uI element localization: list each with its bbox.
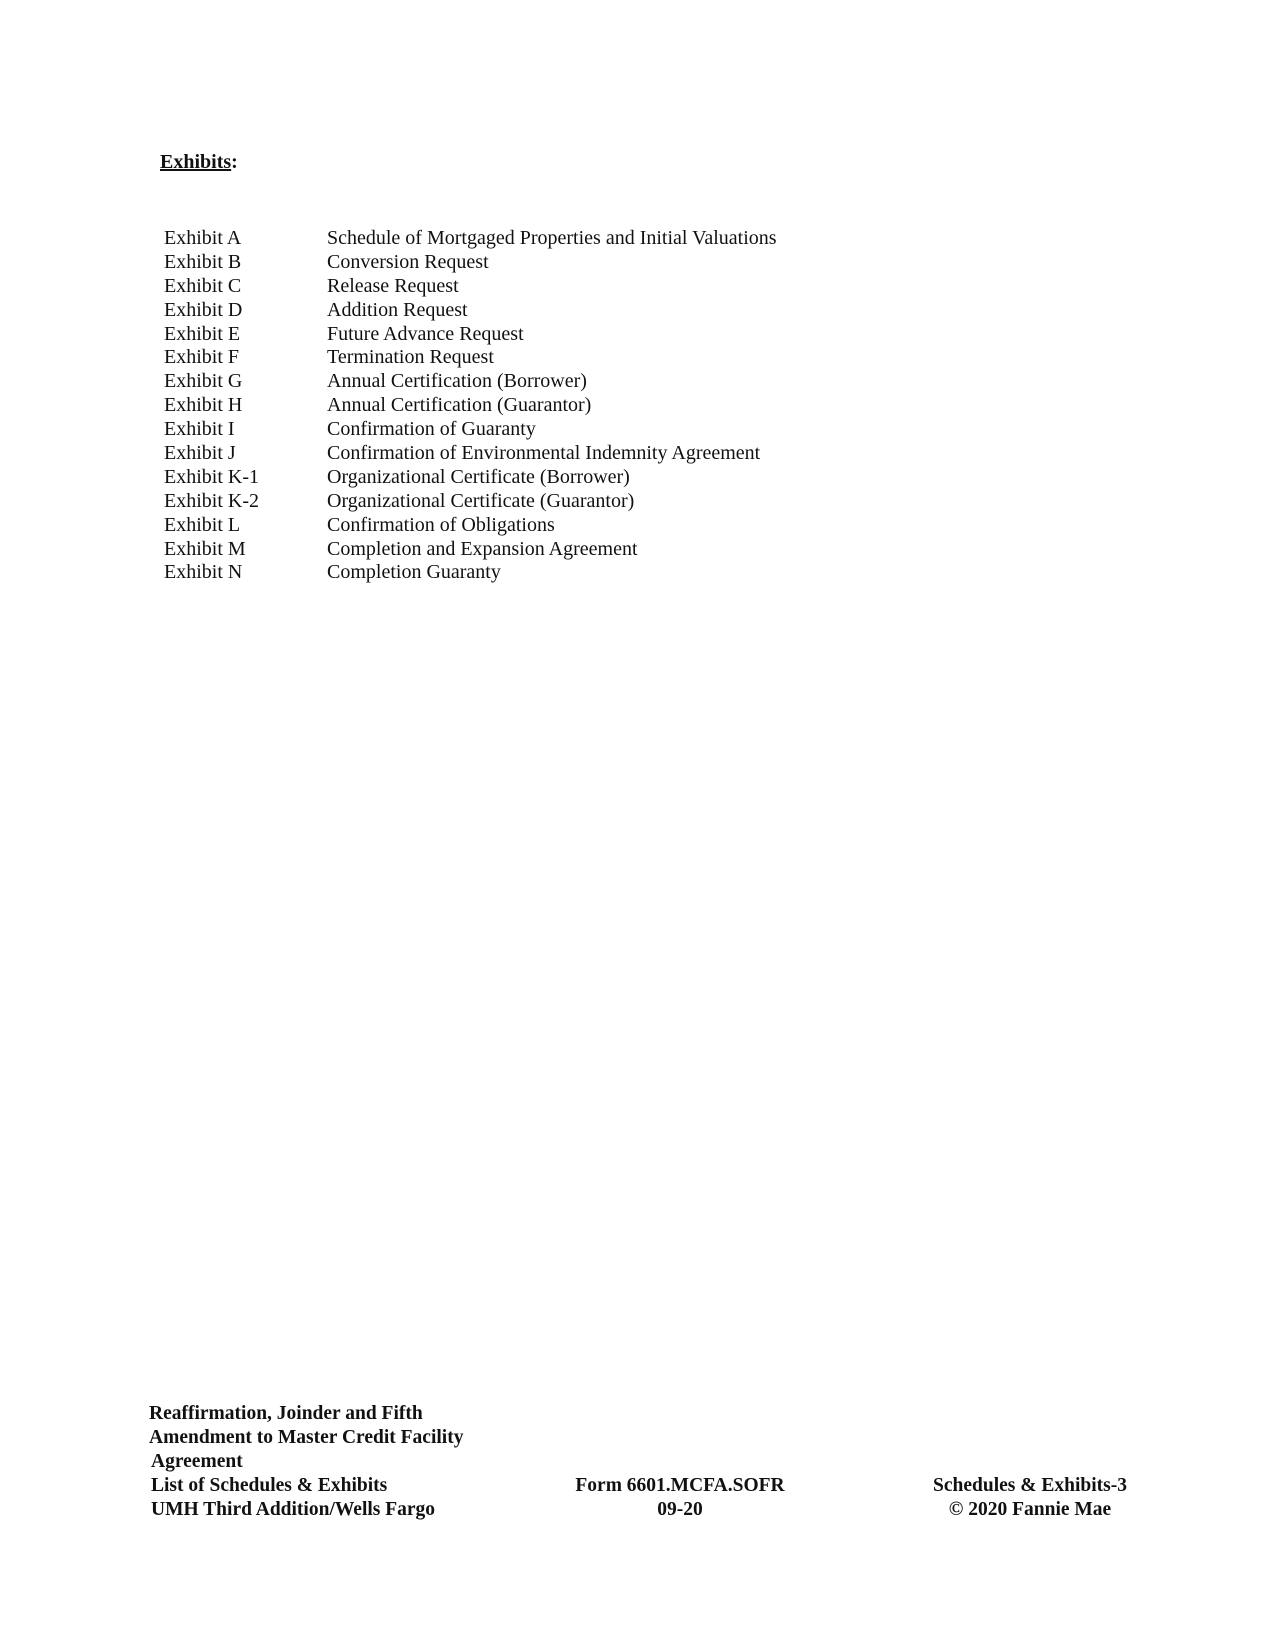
- exhibit-id: Exhibit L: [164, 513, 241, 536]
- footer-title-line: UMH Third Addition/Wells Fargo: [151, 1499, 436, 1520]
- exhibit-id: Exhibit C: [164, 274, 242, 297]
- exhibit-id: Exhibit H: [164, 394, 243, 417]
- footer-page-number: Schedules & Exhibits-3: [933, 1475, 1127, 1496]
- exhibit-row: [164, 418, 864, 442]
- exhibit-title: Annual Certification (Guarantor): [327, 394, 592, 417]
- exhibit-row: [164, 442, 864, 466]
- exhibit-row: [164, 394, 864, 418]
- exhibit-id: Exhibit J: [164, 442, 236, 465]
- exhibit-title: Schedule of Mortgaged Properties and Initial Valuations: [327, 227, 777, 249]
- exhibit-row: [164, 370, 864, 394]
- exhibit-title: Completion and Expansion Agreement: [327, 537, 638, 560]
- exhibit-row: [164, 346, 864, 370]
- exhibit-row: [164, 299, 864, 323]
- exhibit-title: Addition Request: [327, 298, 468, 321]
- exhibit-id: Exhibit K-2: [164, 489, 259, 512]
- footer-title-line: List of Schedules & Exhibits: [151, 1475, 388, 1496]
- exhibit-title: Confirmation of Guaranty: [327, 418, 536, 441]
- footer-copyright: © 2020 Fannie Mae: [948, 1499, 1112, 1520]
- exhibit-id: Exhibit D: [164, 298, 243, 321]
- footer-form-number: Form 6601.MCFA.SOFR: [575, 1475, 785, 1496]
- footer-document-title: [149, 1402, 463, 1522]
- exhibit-row: [164, 490, 864, 514]
- exhibits-heading-colon: :: [231, 151, 238, 173]
- footer-page-info: [900, 1474, 1160, 1522]
- exhibits-heading: [160, 150, 238, 174]
- footer-title-line: Amendment to Master Credit Facility: [149, 1427, 464, 1448]
- exhibit-row: [164, 561, 864, 585]
- exhibit-row: [164, 323, 864, 347]
- exhibit-row: [164, 538, 864, 562]
- exhibit-title: Confirmation of Environmental Indemnity Agreement: [327, 442, 761, 465]
- footer-title-line: Agreement: [151, 1451, 243, 1472]
- exhibit-title: Organizational Certificate (Guarantor): [327, 489, 635, 512]
- exhibit-id: Exhibit G: [164, 370, 243, 393]
- exhibit-list: [164, 227, 864, 585]
- exhibit-title: Annual Certification (Borrower): [327, 370, 587, 393]
- exhibit-title: Organizational Certificate (Borrower): [327, 465, 630, 488]
- exhibit-title: Termination Request: [327, 346, 494, 369]
- exhibit-title: Confirmation of Obligations: [327, 513, 555, 536]
- exhibit-id: Exhibit K-1: [164, 465, 259, 488]
- exhibit-title: Future Advance Request: [327, 322, 524, 345]
- exhibit-id: Exhibit N: [164, 561, 243, 584]
- exhibit-row: [164, 227, 864, 251]
- exhibit-id: Exhibit B: [164, 250, 242, 273]
- exhibit-title: Completion Guaranty: [327, 561, 501, 584]
- exhibit-row: [164, 275, 864, 299]
- exhibits-heading-label: Exhibits: [160, 151, 232, 173]
- footer-title-line: Reaffirmation, Joinder and Fifth: [149, 1403, 423, 1424]
- exhibit-id: Exhibit F: [164, 346, 240, 369]
- exhibit-id: Exhibit M: [164, 537, 246, 560]
- exhibit-row: [164, 514, 864, 538]
- exhibit-title: Conversion Request: [327, 250, 489, 273]
- exhibit-title: Release Request: [327, 274, 459, 297]
- exhibit-id: Exhibit E: [164, 322, 241, 345]
- footer-form-date: 09-20: [657, 1499, 703, 1520]
- footer-form-info: [540, 1474, 820, 1522]
- exhibit-row: [164, 466, 864, 490]
- exhibit-row: [164, 251, 864, 275]
- exhibit-id: Exhibit A: [164, 227, 242, 249]
- exhibit-id: Exhibit I: [164, 418, 235, 441]
